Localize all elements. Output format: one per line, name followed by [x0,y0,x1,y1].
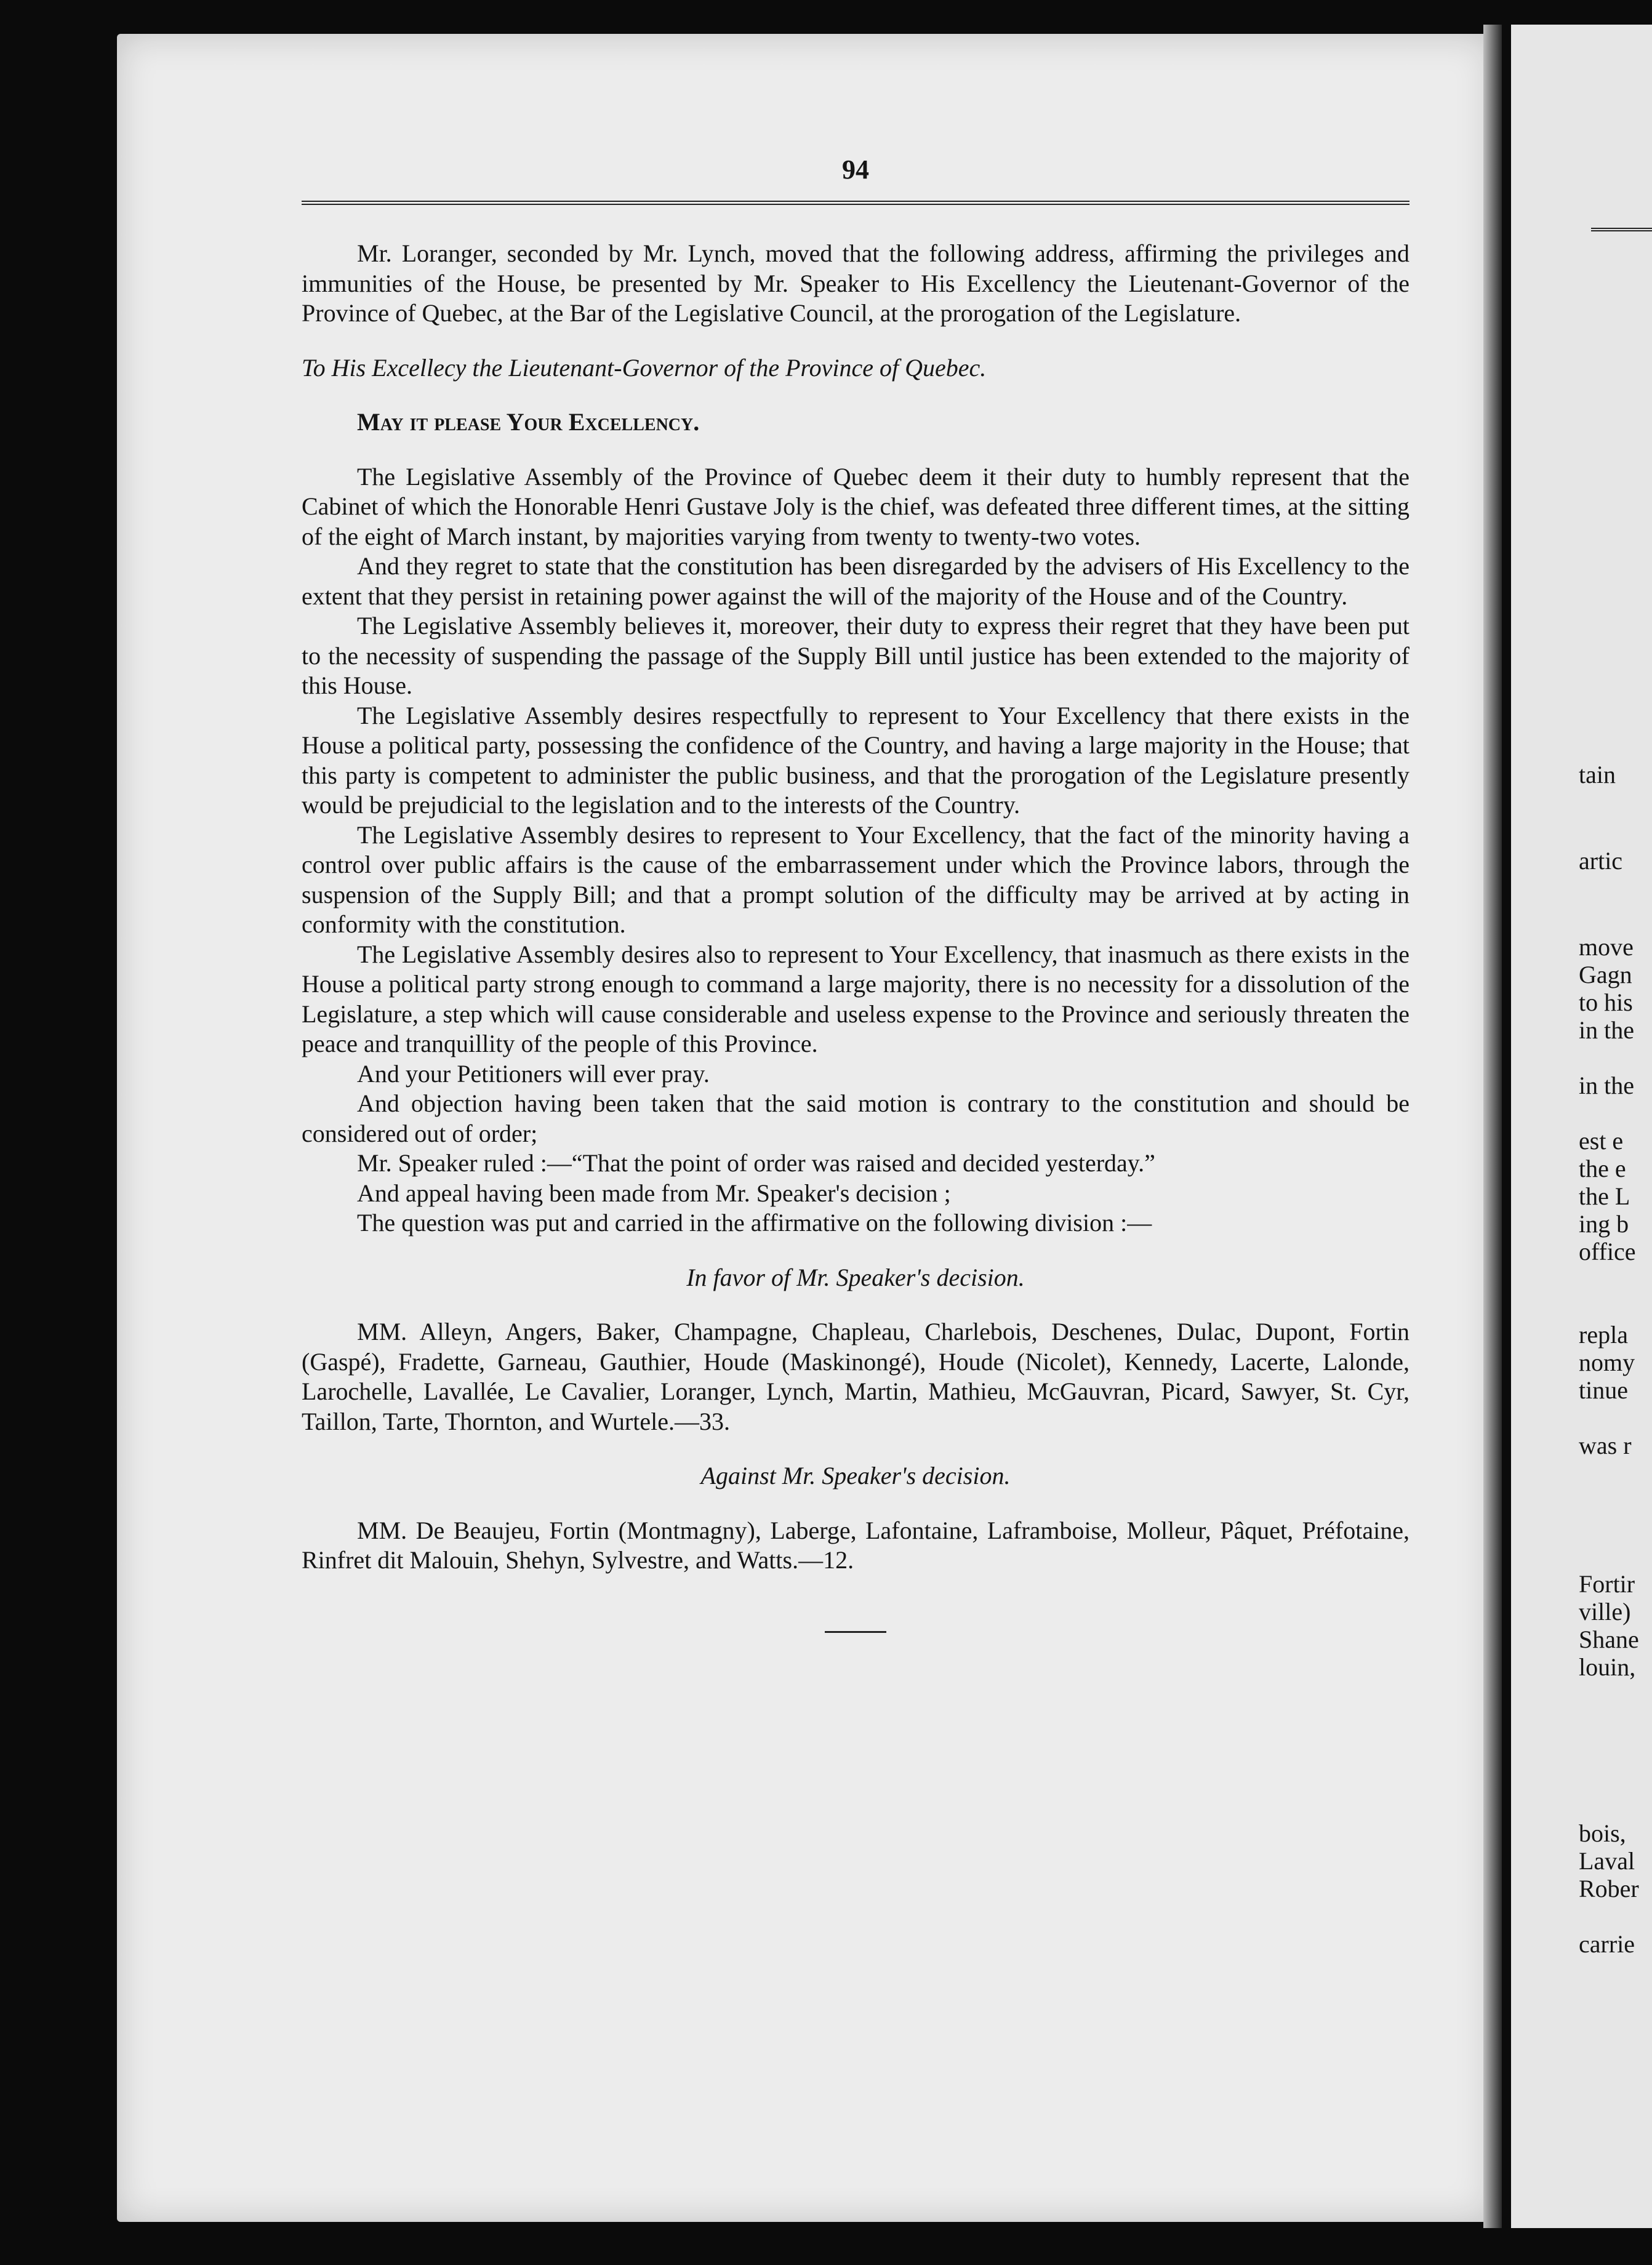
adjacent-fragment: ville) [1579,1598,1631,1626]
page-gutter [1483,25,1502,2228]
page-number: 94 [842,154,869,185]
address-greeting: May it please Your Excellency. [357,408,700,436]
adjacent-fragment: was r [1579,1432,1632,1459]
adjacent-fragment: bois, [1579,1819,1626,1847]
adjacent-fragment: move [1579,933,1634,961]
in-favor-names: MM. Alleyn, Angers, Baker, Champagne, Chapleau, Charlebois, Deschenes, Dulac, Dupont, Fortin (Gaspé), Fradette, Garneau, Gauthier, Houde (Maskinongé), Houde (Nicolet), Kennedy, Lacerte, Lalonde, Larochelle, Lavallée, Le Cavalier, Loranger, Lynch, Martin, Mathieu, McGauvran, Picard, Sawyer, St. Cyr, Taillon, Tarte, Thornton, and Wurtele.—33. [302,1318,1409,1435]
in-favor-heading: In favor of Mr. Speaker's decision. [686,1263,1025,1291]
address-paragraph: The Legislative Assembly of the Province of Quebec deem it their duty to humbly represent that the Cabinet of which the Honorable Henri Gustave Joly is the chief, was defeated three different times, at the sitting of the eight of March instant, by majorities varying from twenty to twenty-two votes. [302,462,1409,550]
against-heading: Against Mr. Speaker's decision. [700,1462,1011,1489]
address-paragraph: And they regret to state that the constitution has been disregarded by the advisers of His Excellency to the extent that they persist in retaining power against the will of the majority of the House and of the Country. [302,552,1409,610]
address-paragraph: The Legislative Assembly desires also to represent to Your Excellency, that inasmuch as there exists in the House a political party strong enough to command a large majority, there is no necessity for a dissolution of the Legislature, a step which will cause considerable and useless expense to the Province and seriously threaten the peace and tranquillity of the people of this Province. [302,940,1409,1057]
adjacent-fragment: office [1579,1238,1636,1265]
adjacent-fragment: to his [1579,988,1633,1016]
adjacent-fragment: the L [1579,1182,1630,1210]
address-paragraph: The Legislative Assembly desires respectfully to represent to Your Excellency that there exists in the House a political party, possessing the confidence of the Country, and having a large majority in the House; that this party is competent to administer the public business, and that the prorogation of the Legislature presently would be prejudicial to the legislation and to the interests of the Country. [302,701,1409,819]
against-names: MM. De Beaujeu, Fortin (Montmagny), Laberge, Lafontaine, Laframboise, Molleur, Pâquet, Préfotaine, Rinfret dit Malouin, Shehyn, Sylvestre, and Watts.—12. [302,1516,1409,1574]
speaker-ruling: Mr. Speaker ruled :—“That the point of order was raised and decided yesterday.” [357,1149,1155,1177]
appeal-paragraph: And appeal having been made from Mr. Speaker's decision ; [357,1179,951,1207]
adjacent-fragment: the e [1579,1155,1626,1182]
adjacent-fragment: in the [1579,1072,1634,1099]
adjacent-fragment: est e [1579,1127,1624,1155]
adjacent-fragment: Gagn [1579,961,1632,988]
adjacent-fragment: Rober [1579,1875,1639,1902]
adjacent-fragment: tinue [1579,1376,1628,1404]
page-content [302,154,1409,1633]
adjacent-fragment: in the [1579,1016,1634,1044]
petition-closing: And your Petitioners will ever pray. [357,1059,710,1088]
objection-paragraph: And objection having been taken that the said motion is contrary to the constitution and should be considered out of order; [302,1089,1409,1147]
motion-paragraph: Mr. Loranger, seconded by Mr. Lynch, moved that the following address, affirming the privileges and immunities of the House, be presented by Mr. Speaker to His Excellency the Lieutenant-Governor of the Province of Quebec, at the Bar of the Legislative Council, at the prorogation of the Legislature. [302,239,1409,327]
header-rule [302,201,1409,205]
adjacent-fragment: Fortir [1579,1570,1635,1598]
address-paragraph: The Legislative Assembly desires to represent to Your Excellency, that the fact of the minority having a control over public affairs is the cause of the embarrassement under which the Province labors, through the suspension of the Supply Bill; and that a prompt solution of the difficulty may be arrived at by acting in conformity with the constitution. [302,820,1409,938]
adjacent-fragment: carrie [1579,1930,1635,1958]
adjacent-page-rule [1591,228,1652,231]
division-intro: The question was put and carried in the affirmative on the following division :— [357,1209,1152,1237]
address-paragraph: The Legislative Assembly believes it, moreover, their duty to express their regret that they have been put to the necessity of suspending the passage of the Supply Bill until justice has been extended to the majority of this House. [302,612,1409,699]
adjacent-fragment: ing b [1579,1210,1629,1238]
adjacent-page-fragment [1511,25,1652,2228]
footer-rule [825,1631,886,1633]
adjacent-fragment: Shane [1579,1626,1639,1653]
adjacent-fragment: nomy [1579,1349,1635,1376]
adjacent-fragment: tain [1579,761,1616,788]
adjacent-fragment: Laval [1579,1847,1635,1875]
adjacent-fragment: artic [1579,847,1623,875]
adjacent-fragment: repla [1579,1321,1628,1349]
address-heading: To His Excellecy the Lieutenant-Governor of the Province of Quebec. [302,353,987,382]
adjacent-fragment: louin, [1579,1653,1636,1681]
